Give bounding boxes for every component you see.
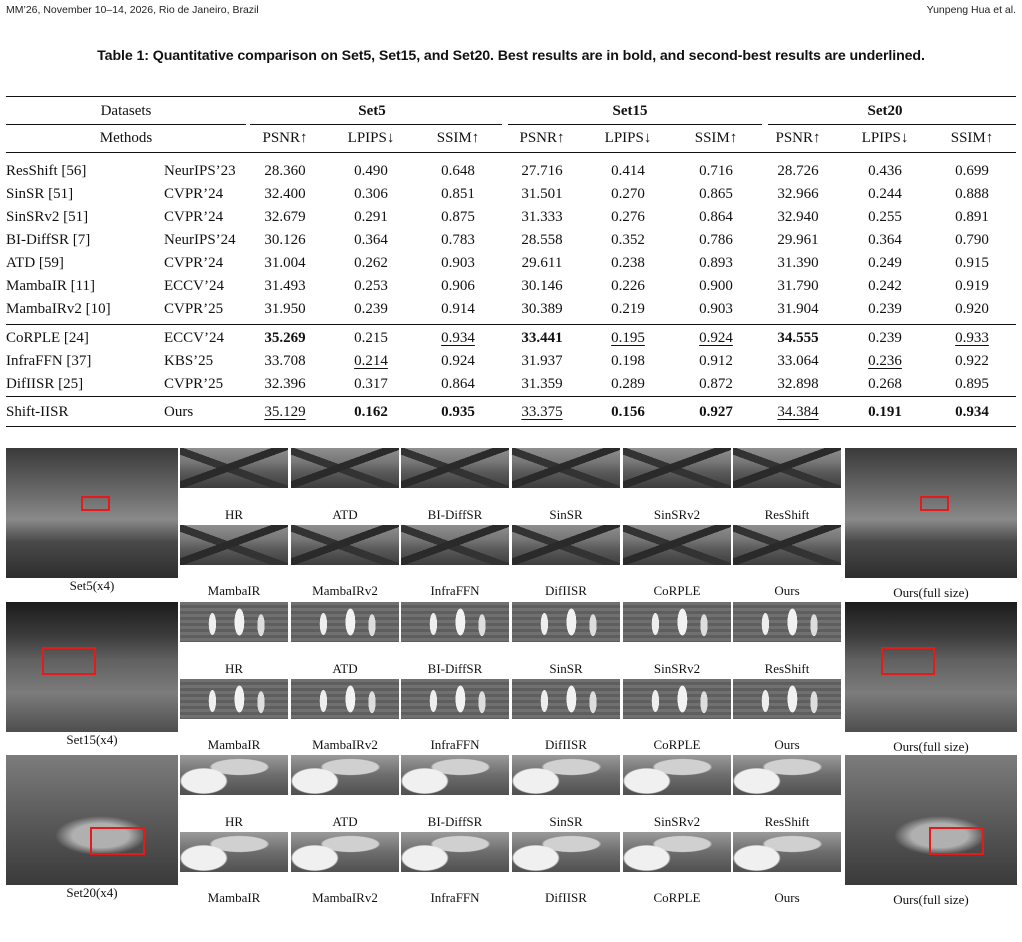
metric-value: 0.864 xyxy=(699,209,733,225)
crop-label: SinSRv2 xyxy=(653,814,701,829)
crop-image xyxy=(180,525,288,565)
crop-image xyxy=(623,832,731,872)
crop-image xyxy=(291,679,399,719)
venue: CVPR’25 xyxy=(164,376,224,392)
set-header: Set15 xyxy=(612,103,648,119)
sr-full-image xyxy=(845,755,1017,885)
metric-value: 0.436 xyxy=(868,163,902,179)
metric-header: LPIPS↓ xyxy=(604,130,652,146)
crop-image xyxy=(623,602,731,642)
crop-image xyxy=(401,602,509,642)
metric-value: 0.716 xyxy=(699,163,733,179)
metric-value: 35.269 xyxy=(264,330,306,346)
metric-value: 33.375 xyxy=(521,404,563,420)
crop-label: ATD xyxy=(332,661,358,676)
crop-label: ATD xyxy=(332,507,358,522)
metric-value: 0.289 xyxy=(611,376,645,392)
metric-value: 0.198 xyxy=(611,353,645,369)
crop-label: ResShift xyxy=(764,814,810,829)
table-rule xyxy=(6,324,1016,325)
metric-value: 0.242 xyxy=(868,278,902,294)
crop-image xyxy=(733,448,841,488)
set-label: Set5(x4) xyxy=(69,578,115,593)
metric-value: 0.352 xyxy=(611,232,645,248)
methods-label: Methods xyxy=(99,130,153,146)
zoom-region-box xyxy=(881,647,935,675)
header-subrule xyxy=(508,124,762,125)
venue: CVPR’24 xyxy=(164,255,224,271)
metric-value: 0.912 xyxy=(699,353,733,369)
metric-value: 30.146 xyxy=(521,278,563,294)
crop-label: Ours xyxy=(774,583,800,598)
metric-value: 31.790 xyxy=(777,278,819,294)
lr-full-image xyxy=(6,755,178,885)
metric-value: 31.501 xyxy=(521,186,563,202)
crop-label: SinSR xyxy=(549,507,583,522)
crop-label: SinSR xyxy=(549,661,583,676)
metric-value: 32.966 xyxy=(777,186,819,202)
method-name: SinSR [51] xyxy=(6,186,74,202)
metric-value: 0.865 xyxy=(699,186,733,202)
crop-label: MambaIR xyxy=(207,583,261,598)
metric-value: 34.384 xyxy=(777,404,819,420)
full-size-label: Ours(full size) xyxy=(893,739,969,754)
metric-value: 0.919 xyxy=(955,278,989,294)
metric-value: 0.490 xyxy=(354,163,388,179)
metric-value: 0.915 xyxy=(955,255,989,271)
metric-header: PSNR↑ xyxy=(519,130,565,146)
metric-value: 0.906 xyxy=(441,278,475,294)
crop-label: MambaIRv2 xyxy=(312,583,378,598)
crop-image xyxy=(733,679,841,719)
metric-value: 32.396 xyxy=(264,376,306,392)
metric-value: 0.291 xyxy=(354,209,388,225)
crop-image xyxy=(401,525,509,565)
set-header: Set20 xyxy=(867,103,903,119)
metric-header: SSIM↑ xyxy=(694,130,738,146)
crop-image xyxy=(623,525,731,565)
header-subrule xyxy=(768,124,1016,125)
venue: CVPR’24 xyxy=(164,186,224,202)
crop-image xyxy=(733,755,841,795)
crop-image xyxy=(401,448,509,488)
metric-value: 28.558 xyxy=(521,232,563,248)
crop-label: CoRPLE xyxy=(653,583,701,598)
venue: ECCV’24 xyxy=(164,278,224,294)
method-name: SinSRv2 [51] xyxy=(6,209,89,225)
zoom-region-box xyxy=(42,647,96,675)
crop-label: ResShift xyxy=(764,661,810,676)
crop-label: DifIISR xyxy=(545,890,587,905)
qualitative-figure xyxy=(0,448,1022,918)
method-name: MambaIR [11] xyxy=(6,278,96,294)
crop-image xyxy=(512,525,620,565)
full-size-label: Ours(full size) xyxy=(893,585,969,600)
metric-value: 33.708 xyxy=(264,353,306,369)
metric-value: 31.493 xyxy=(264,278,306,294)
sr-full-image xyxy=(845,448,1017,578)
metric-value: 0.239 xyxy=(354,301,388,317)
metric-value: 0.215 xyxy=(354,330,388,346)
metric-value: 0.253 xyxy=(354,278,388,294)
set-header: Set5 xyxy=(358,103,386,119)
venue: CVPR’25 xyxy=(164,301,224,317)
metric-header: PSNR↑ xyxy=(775,130,821,146)
metric-value: 0.783 xyxy=(441,232,475,248)
table-caption: Table 1: Quantitative comparison on Set5, Set15, and Set20. Best results are in bold, and second-best results are underlined. xyxy=(97,48,925,64)
metric-header: SSIM↑ xyxy=(950,130,994,146)
metric-value: 0.922 xyxy=(955,353,989,369)
metric-value: 31.333 xyxy=(521,209,563,225)
crop-image xyxy=(733,832,841,872)
metric-value: 0.935 xyxy=(441,404,475,420)
metric-value: 0.414 xyxy=(611,163,645,179)
zoom-region-box xyxy=(90,827,145,855)
metric-value: 0.900 xyxy=(699,278,733,294)
full-size-label: Ours(full size) xyxy=(893,892,969,907)
crop-image xyxy=(733,602,841,642)
metric-value: 31.390 xyxy=(777,255,819,271)
metric-value: 0.914 xyxy=(441,301,475,317)
crop-image xyxy=(512,832,620,872)
metric-value: 0.851 xyxy=(441,186,475,202)
metric-value: 29.961 xyxy=(777,232,819,248)
metric-header: PSNR↑ xyxy=(262,130,308,146)
set-label: Set15(x4) xyxy=(66,732,118,747)
metric-value: 0.893 xyxy=(699,255,733,271)
metric-value: 0.219 xyxy=(611,301,645,317)
crop-image xyxy=(180,448,288,488)
crop-label: CoRPLE xyxy=(653,890,701,905)
metric-value: 31.937 xyxy=(521,353,563,369)
zoom-region-box xyxy=(81,496,110,511)
crop-label: HR xyxy=(224,507,244,522)
metric-value: 32.400 xyxy=(264,186,306,202)
crop-image xyxy=(623,755,731,795)
table-rule xyxy=(6,426,1016,427)
metric-value: 0.249 xyxy=(868,255,902,271)
crop-label: SinSR xyxy=(549,814,583,829)
crop-label: CoRPLE xyxy=(653,737,701,752)
crop-label: BI-DiffSR xyxy=(427,814,483,829)
metric-value: 0.903 xyxy=(441,255,475,271)
crop-image xyxy=(401,832,509,872)
crop-label: HR xyxy=(224,814,244,829)
crop-label: MambaIRv2 xyxy=(312,737,378,752)
crop-label: DifIISR xyxy=(545,583,587,598)
crop-label: SinSRv2 xyxy=(653,507,701,522)
metric-value: 0.924 xyxy=(699,330,733,346)
metric-value: 0.244 xyxy=(868,186,902,202)
metric-value: 0.239 xyxy=(868,330,902,346)
method-name: CoRPLE [24] xyxy=(6,330,89,346)
metric-value: 33.441 xyxy=(521,330,563,346)
metric-value: 28.360 xyxy=(264,163,306,179)
crop-image xyxy=(623,679,731,719)
venue: CVPR’24 xyxy=(164,209,224,225)
crop-image xyxy=(401,755,509,795)
crop-label: HR xyxy=(224,661,244,676)
metric-value: 0.268 xyxy=(868,376,902,392)
metric-value: 31.004 xyxy=(264,255,306,271)
metric-value: 0.888 xyxy=(955,186,989,202)
method-name: DifIISR [25] xyxy=(6,376,84,392)
table-rule xyxy=(6,396,1016,397)
crop-image xyxy=(512,755,620,795)
method-name: ResShift [56] xyxy=(6,163,87,179)
metric-value: 0.891 xyxy=(955,209,989,225)
metric-value: 33.064 xyxy=(777,353,819,369)
crop-image xyxy=(180,602,288,642)
metric-value: 0.364 xyxy=(868,232,902,248)
crop-label: MambaIRv2 xyxy=(312,890,378,905)
table-rule xyxy=(6,96,1016,97)
crop-image xyxy=(180,755,288,795)
metric-value: 0.238 xyxy=(611,255,645,271)
venue: Ours xyxy=(164,404,194,420)
metric-value: 35.129 xyxy=(264,404,306,420)
metric-value: 0.195 xyxy=(611,330,645,346)
crop-image xyxy=(512,602,620,642)
metric-value: 0.924 xyxy=(441,353,475,369)
author-info: Yunpeng Hua et al. xyxy=(926,4,1016,16)
metric-value: 0.872 xyxy=(699,376,733,392)
metric-value: 0.306 xyxy=(354,186,388,202)
crop-label: SinSRv2 xyxy=(653,661,701,676)
crop-image xyxy=(291,602,399,642)
venue: NeurIPS’23 xyxy=(164,163,236,179)
metric-value: 31.904 xyxy=(777,301,819,317)
metric-value: 0.875 xyxy=(441,209,475,225)
table-rule xyxy=(6,152,1016,153)
metric-value: 0.920 xyxy=(955,301,989,317)
metric-value: 0.786 xyxy=(699,232,733,248)
method-name: Shift-IISR xyxy=(6,404,69,420)
metric-value: 0.270 xyxy=(611,186,645,202)
metric-value: 29.611 xyxy=(521,255,563,271)
crop-label: MambaIR xyxy=(207,737,261,752)
metric-value: 0.933 xyxy=(955,330,989,346)
method-name: ATD [59] xyxy=(6,255,64,271)
crop-image xyxy=(512,679,620,719)
crop-image xyxy=(180,832,288,872)
crop-image xyxy=(401,679,509,719)
metric-value: 30.126 xyxy=(264,232,306,248)
metric-value: 0.927 xyxy=(699,404,733,420)
metric-value: 0.364 xyxy=(354,232,388,248)
venue: ECCV’24 xyxy=(164,330,224,346)
metric-value: 28.726 xyxy=(777,163,819,179)
metric-value: 31.950 xyxy=(264,301,306,317)
crop-label: Ours xyxy=(774,737,800,752)
metric-header: LPIPS↓ xyxy=(861,130,909,146)
metric-value: 0.191 xyxy=(868,404,902,420)
metric-value: 0.255 xyxy=(868,209,902,225)
metric-value: 0.162 xyxy=(354,404,388,420)
metric-value: 0.276 xyxy=(611,209,645,225)
metric-value: 0.214 xyxy=(354,353,388,369)
header-subrule xyxy=(6,124,246,125)
crop-image xyxy=(291,832,399,872)
metric-value: 30.389 xyxy=(521,301,563,317)
zoom-region-box xyxy=(929,827,984,855)
metric-value: 0.236 xyxy=(868,353,902,369)
metric-value: 27.716 xyxy=(521,163,563,179)
metric-header: SSIM↑ xyxy=(436,130,480,146)
metric-value: 0.790 xyxy=(955,232,989,248)
crop-label: InfraFFN xyxy=(430,583,480,598)
conference-info: MM’26, November 10–14, 2026, Rio de Janeiro, Brazil xyxy=(6,4,259,16)
metric-value: 0.864 xyxy=(441,376,475,392)
crop-label: ResShift xyxy=(764,507,810,522)
venue: KBS’25 xyxy=(164,353,214,369)
metric-value: 0.934 xyxy=(441,330,475,346)
metric-value: 31.359 xyxy=(521,376,563,392)
datasets-label: Datasets xyxy=(100,103,152,119)
crop-image xyxy=(291,525,399,565)
crop-image xyxy=(512,448,620,488)
metric-value: 0.648 xyxy=(441,163,475,179)
metric-value: 0.239 xyxy=(868,301,902,317)
crop-label: ATD xyxy=(332,814,358,829)
metric-value: 0.699 xyxy=(955,163,989,179)
metric-value: 0.895 xyxy=(955,376,989,392)
crop-label: MambaIR xyxy=(207,890,261,905)
crop-label: BI-DiffSR xyxy=(427,507,483,522)
crop-image xyxy=(733,525,841,565)
crop-image xyxy=(291,448,399,488)
metric-header: LPIPS↓ xyxy=(347,130,395,146)
method-name: MambaIRv2 [10] xyxy=(6,301,111,317)
metric-value: 34.555 xyxy=(777,330,819,346)
lr-full-image xyxy=(6,448,178,578)
metric-value: 0.156 xyxy=(611,404,645,420)
zoom-region-box xyxy=(920,496,949,511)
metric-value: 0.317 xyxy=(354,376,388,392)
crop-label: InfraFFN xyxy=(430,890,480,905)
crop-image xyxy=(623,448,731,488)
crop-image xyxy=(180,679,288,719)
page-header xyxy=(6,4,1016,20)
crop-label: Ours xyxy=(774,890,800,905)
crop-label: BI-DiffSR xyxy=(427,661,483,676)
crop-label: InfraFFN xyxy=(430,737,480,752)
set-label: Set20(x4) xyxy=(66,885,118,900)
metric-value: 0.262 xyxy=(354,255,388,271)
metric-value: 32.679 xyxy=(264,209,306,225)
header-subrule xyxy=(250,124,502,125)
method-name: BI-DiffSR [7] xyxy=(6,232,91,248)
venue: NeurIPS’24 xyxy=(164,232,236,248)
metric-value: 0.226 xyxy=(611,278,645,294)
metric-value: 32.940 xyxy=(777,209,819,225)
crop-label: DifIISR xyxy=(545,737,587,752)
metric-value: 0.934 xyxy=(955,404,989,420)
method-name: InfraFFN [37] xyxy=(6,353,92,369)
crop-image xyxy=(291,755,399,795)
metric-value: 0.903 xyxy=(699,301,733,317)
metric-value: 32.898 xyxy=(777,376,819,392)
